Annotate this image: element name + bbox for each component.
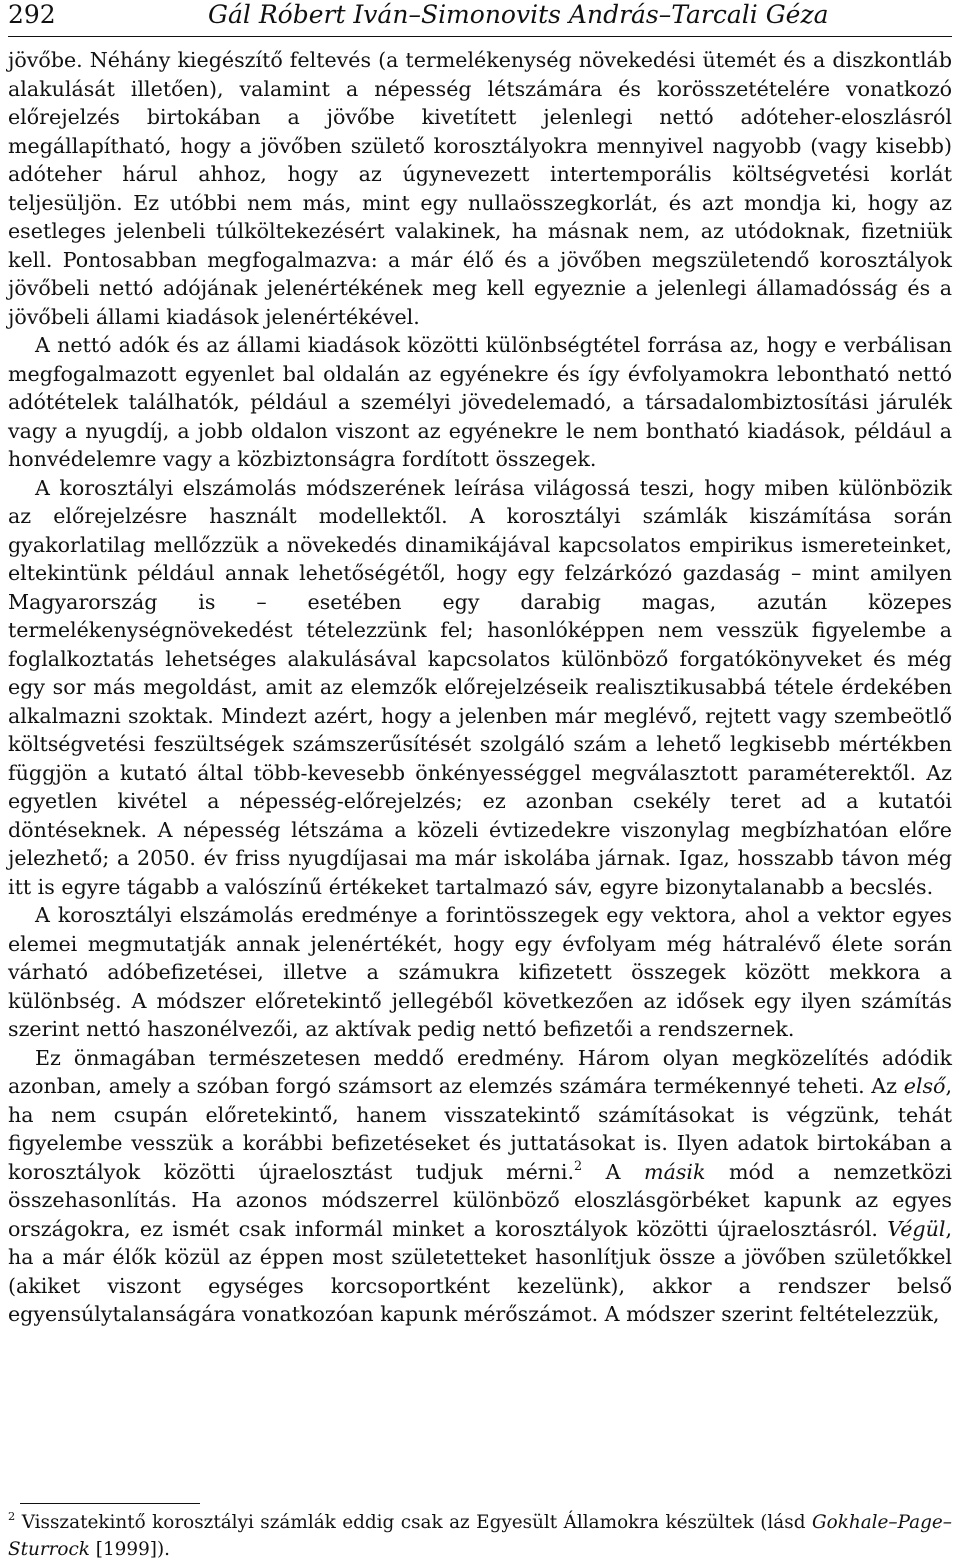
emphasis-second: másik (644, 1159, 706, 1184)
running-title: Gál Róbert Iván–Simonovits András–Tarcali Géza (208, 0, 829, 29)
paragraph-5 (8, 1044, 952, 1329)
footnote-text-b: [1999]). (95, 1539, 170, 1560)
paragraph-5-text-b: , ha nem csupán előretekintő, hanem visszatekintő számításokat is végzünk, tehát figyelembe vesszük a korábbi befizetéseket és juttatásokat is. Ilyen adatok birtokában a korosztályok közötti újraelosztást tudjuk mérni. (8, 1074, 952, 1184)
page-header (8, 0, 952, 37)
paragraph-5-text-c: A (582, 1159, 621, 1184)
paragraph-5-text-d: mód a nemzetközi összehasonlítás. Ha azonos módszerrel különböző eloszlásgörbéket kapunk az egyes országokra, ez ismét csak informál minket a korosztályok közötti újraelosztásról. (8, 1159, 953, 1241)
footnote-divider (20, 1503, 200, 1504)
paragraph-1: jövőbe. Néhány kiegészítő feltevés (a termelékenység növekedési ütemét és a diszkontláb alakulását illetően), valamint a népesség létszámára és korösszetételére vonatkozó előrejelzés birtokában a jövőbe kivetített jelenlegi nettó adóteher-eloszlásról megállapítható, hogy a jövőben születő korosztályokra mennyivel nagyobb (vagy kisebb) adóteher hárul ahhoz, hogy az úgynevezett intertemporális költségvetési korlát teljesüljön. Ez utóbbi nem más, mint egy nullaösszegkorlát, és azt mondja ki, hogy az esetleges jelenbeli túlköltekezésért valakinek, ha másnak nem, az utódoknak, fizetniük kell. Pontosabban megfogalmazva: a már élő és a jövőben megszületendő korosztályok jövőbeli nettó adójának jelenértékének meg kell egyeznie a jelenlegi államadósság és a jövőbeli állami kiadások jelenértékével. (8, 48, 952, 329)
emphasis-finally: Végül (887, 1216, 946, 1241)
paragraph-2: A nettó adók és az állami kiadások közötti különbségtétel forrása az, hogy e verbálisan megfogalmazott egyenlet bal oldalán az egyénekre és így évfolyamokra lebontható nettó adótételek találhatók, például a személyi jövedelemadó, a társadalombiztosítási járulék vagy a nyugdíj, a jobb oldalon viszont az egyénekre le nem bontható kiadások, például a honvédelemre vagy a közbiztonságra fordított összegek. (8, 333, 952, 471)
emphasis-first: első (903, 1074, 946, 1098)
footnote-citation: Gokhale–Page–Sturrock (8, 1512, 952, 1560)
footnote-reference[interactable]: 2 (574, 1158, 583, 1174)
paragraph-5-text-a: Ez önmagában természetesen meddő eredmény. Három olyan megközelítés adódik azonban, amely a szóban forgó számsort az elemzés számára termékennyé teheti. Az (8, 1045, 952, 1098)
footnote (8, 1509, 952, 1563)
body-text (8, 46, 952, 1329)
footnote-number: 2 (8, 1509, 16, 1524)
paragraph-3: A korosztályi elszámolás módszerének leírása világossá teszi, hogy miben különbözik az előrejelzésre használt modellektől. A korosztályi számlák kiszámítása során gyakorlatilag mellőzzük a növekedés dinamikájával kapcsolatos empirikus ismereteinket, eltekintünk például annak lehetőségétől, hogy egy felzárkózó gazdaság – mint amilyen Magyarország is – esetében egy darabig magas, azután közepes termelékenységnövekedést tételezzünk fel; hasonlóképpen nem vesszük figyelembe a foglalkoztatás lehetséges alakulásával kapcsolatos különböző forgatókönyveket és még egy sor más megoldást, amit az elemzők előrejelzéseik realisztikusabbá tétele érdekében alkalmazni szoktak. Mindezt azért, hogy a jelenben már meglévő, rejtett vagy szembeötlő költségvetési feszültségek számszerűsítését szolgáló szám a lehető legkisebb mértékben függjön a kutató által több-kevesebb önkényességgel megválasztott paraméterektől. Az egyetlen kivétel a népesség-előrejelzés; ez azonban csekély teret ad a kutatói döntéseknek. A népesség létszáma a közeli évtizedekre viszonylag megbízhatóan előre jelezhető; a 2050. év friss nyugdíjasai ma már iskolába járnak. Igaz, hosszabb távon még itt is egyre tágabb a valószínű értékeket tartalmazó sáv, egyre bizonytalanabb a becslés. (8, 475, 952, 899)
paragraph-5-text-e: , ha a már élők közül az éppen most születetteket hasonlítjuk össze a jövőben születőkkel (akiket viszont egységes korcsoportként kezelünk), akkor a rendszer belső egyensúlytalanságára vonatkozóan kapunk mérőszámot. A módszer szerint feltételezzük, (8, 1216, 952, 1326)
page-number: 292 (8, 0, 56, 29)
footnote-text-a: Visszatekintő korosztályi számlák eddig csak az Egyesült Államokra készültek (lásd (21, 1512, 806, 1533)
paragraph-4: A korosztályi elszámolás eredménye a forintösszegek egy vektora, ahol a vektor egyes elemei megmutatják annak jelenértékét, hogy egy évfolyam még hátralévő élete során várható adóbefizetései, illetve a számukra kifizetett összegek között mekkora a különbség. A módszer előretekintő jellegéből következően az idősek egy ilyen számítás szerint nettó haszonélvezői, az aktívak pedig nettó befizetői a rendszernek. (8, 903, 952, 1041)
